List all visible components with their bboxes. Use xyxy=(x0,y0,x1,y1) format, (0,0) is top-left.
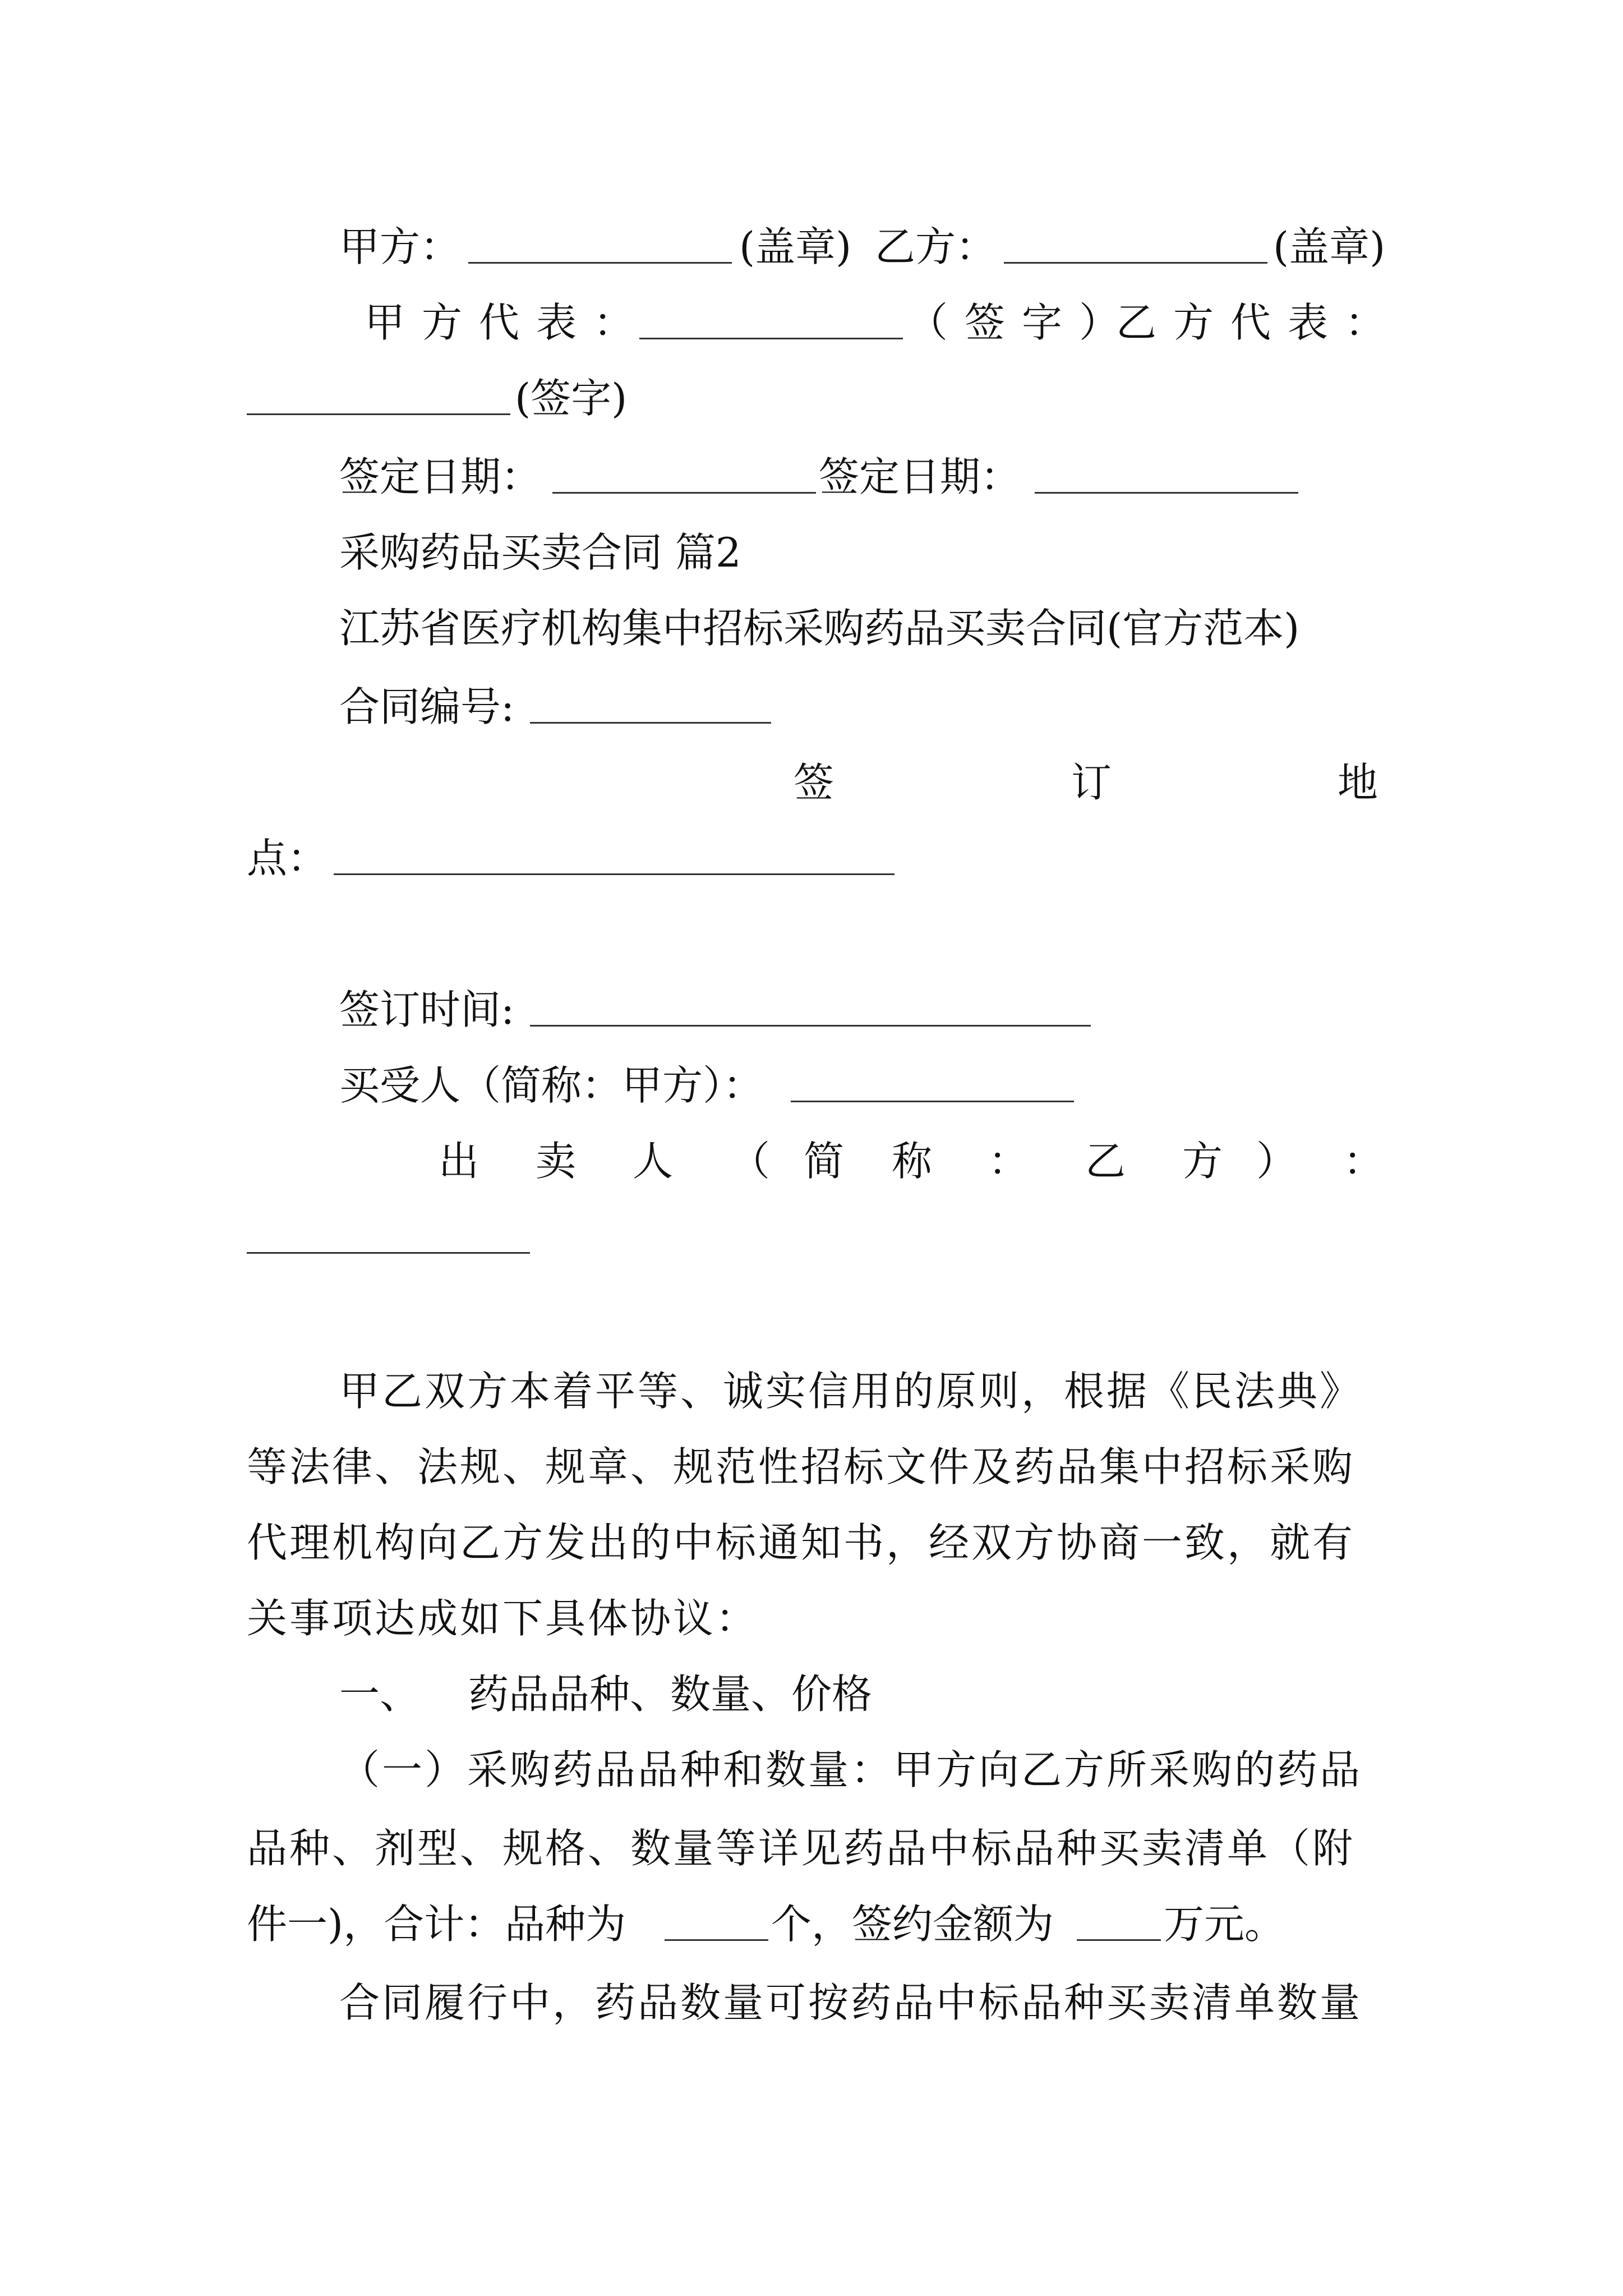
seller-char-2: 卖 xyxy=(536,1138,577,1185)
seller-char-8: 乙 xyxy=(1085,1138,1126,1185)
place-tail-label: 点： xyxy=(247,835,328,882)
seller-char-6: 称 xyxy=(892,1138,933,1185)
intro-text-2: 等法律、法规、规章、规范性招标文件及药品集中招标采购 xyxy=(247,1443,1355,1490)
seller-char-9: 方 xyxy=(1182,1138,1223,1185)
contract-no-blank[interactable] xyxy=(530,722,771,724)
party-a-label: 甲方： xyxy=(339,223,461,270)
seller-line xyxy=(0,1130,1623,1192)
place-char-2: 订 xyxy=(1071,759,1112,806)
place-line xyxy=(0,752,1623,813)
item1-1-text-3c: 万元。 xyxy=(1164,1901,1285,1948)
amount-blank[interactable] xyxy=(1077,1939,1161,1941)
date-a-label: 签定日期： xyxy=(339,453,542,500)
item1-1-text-2: 品种、剂型、规格、数量等详见药品中标品种买卖清单（附 xyxy=(247,1825,1355,1872)
date-b-label: 签定日期： xyxy=(819,453,1021,500)
section-title: 采购药品买卖合同 篇2 xyxy=(339,529,741,576)
place-char-3: 地 xyxy=(1338,759,1378,806)
item1-1-text-3a: 件一)，合计：品种为 xyxy=(247,1901,626,1948)
seller-char-3: 人 xyxy=(633,1138,674,1185)
time-label: 签订时间: xyxy=(339,986,515,1033)
contract-no-label: 合同编号: xyxy=(339,683,515,730)
intro-text-3: 代理机构向乙方发出的中标通知书，经双方协商一致，就有 xyxy=(247,1519,1355,1566)
rep-b-label: 乙方代表： xyxy=(1116,299,1403,346)
seller-char-4: （ xyxy=(730,1138,771,1185)
sign-b: (签字) xyxy=(515,375,628,422)
rep-b-blank[interactable] xyxy=(247,413,510,415)
seller-char-1: 出 xyxy=(439,1138,479,1185)
date-a-blank[interactable] xyxy=(552,492,816,494)
seal-a: (盖章) xyxy=(739,223,852,270)
rep-a-blank[interactable] xyxy=(639,338,903,339)
date-b-blank[interactable] xyxy=(1035,492,1298,494)
item1-1-text-1: （一）采购药品品种和数量：甲方向乙方所采购的药品 xyxy=(339,1746,1363,1793)
contract-title: 江苏省医疗机构集中招标采购药品买卖合同(官方范本) xyxy=(339,605,1300,652)
intro-text-1: 甲乙双方本着平等、诚实信用的原则，根据《民法典》 xyxy=(339,1368,1363,1415)
time-blank[interactable] xyxy=(530,1025,1091,1027)
seal-b: (盖章) xyxy=(1273,223,1386,270)
rep-a-label: 甲方代表： xyxy=(365,299,651,346)
seller-char-11: ： xyxy=(1343,1138,1384,1185)
seller-char-10: ） xyxy=(1256,1138,1297,1185)
item1-1-text-3b: 个，签约金额为 xyxy=(771,1901,1054,1948)
final-text: 合同履行中，药品数量可按药品中标品种买卖清单数量 xyxy=(339,1979,1363,2026)
place-char-1: 签 xyxy=(794,759,834,806)
party-a-blank[interactable] xyxy=(468,262,732,264)
item1-number: 一、 xyxy=(339,1671,421,1718)
party-b-label: 乙方： xyxy=(875,223,997,270)
seller-char-7: ： xyxy=(988,1138,1029,1185)
item1-title: 药品品种、数量、价格 xyxy=(468,1671,873,1718)
seller-blank[interactable] xyxy=(247,1252,530,1254)
buyer-blank[interactable] xyxy=(791,1101,1074,1102)
sign-a: （签字） xyxy=(907,299,1137,346)
variety-count-blank[interactable] xyxy=(665,1939,768,1941)
place-blank[interactable] xyxy=(334,873,895,875)
party-b-blank[interactable] xyxy=(1004,262,1267,264)
seller-char-5: 简 xyxy=(804,1138,845,1185)
buyer-label: 买受人（简称：甲方）： xyxy=(339,1062,764,1109)
intro-text-4: 关事项达成如下具体协议： xyxy=(247,1595,759,1642)
